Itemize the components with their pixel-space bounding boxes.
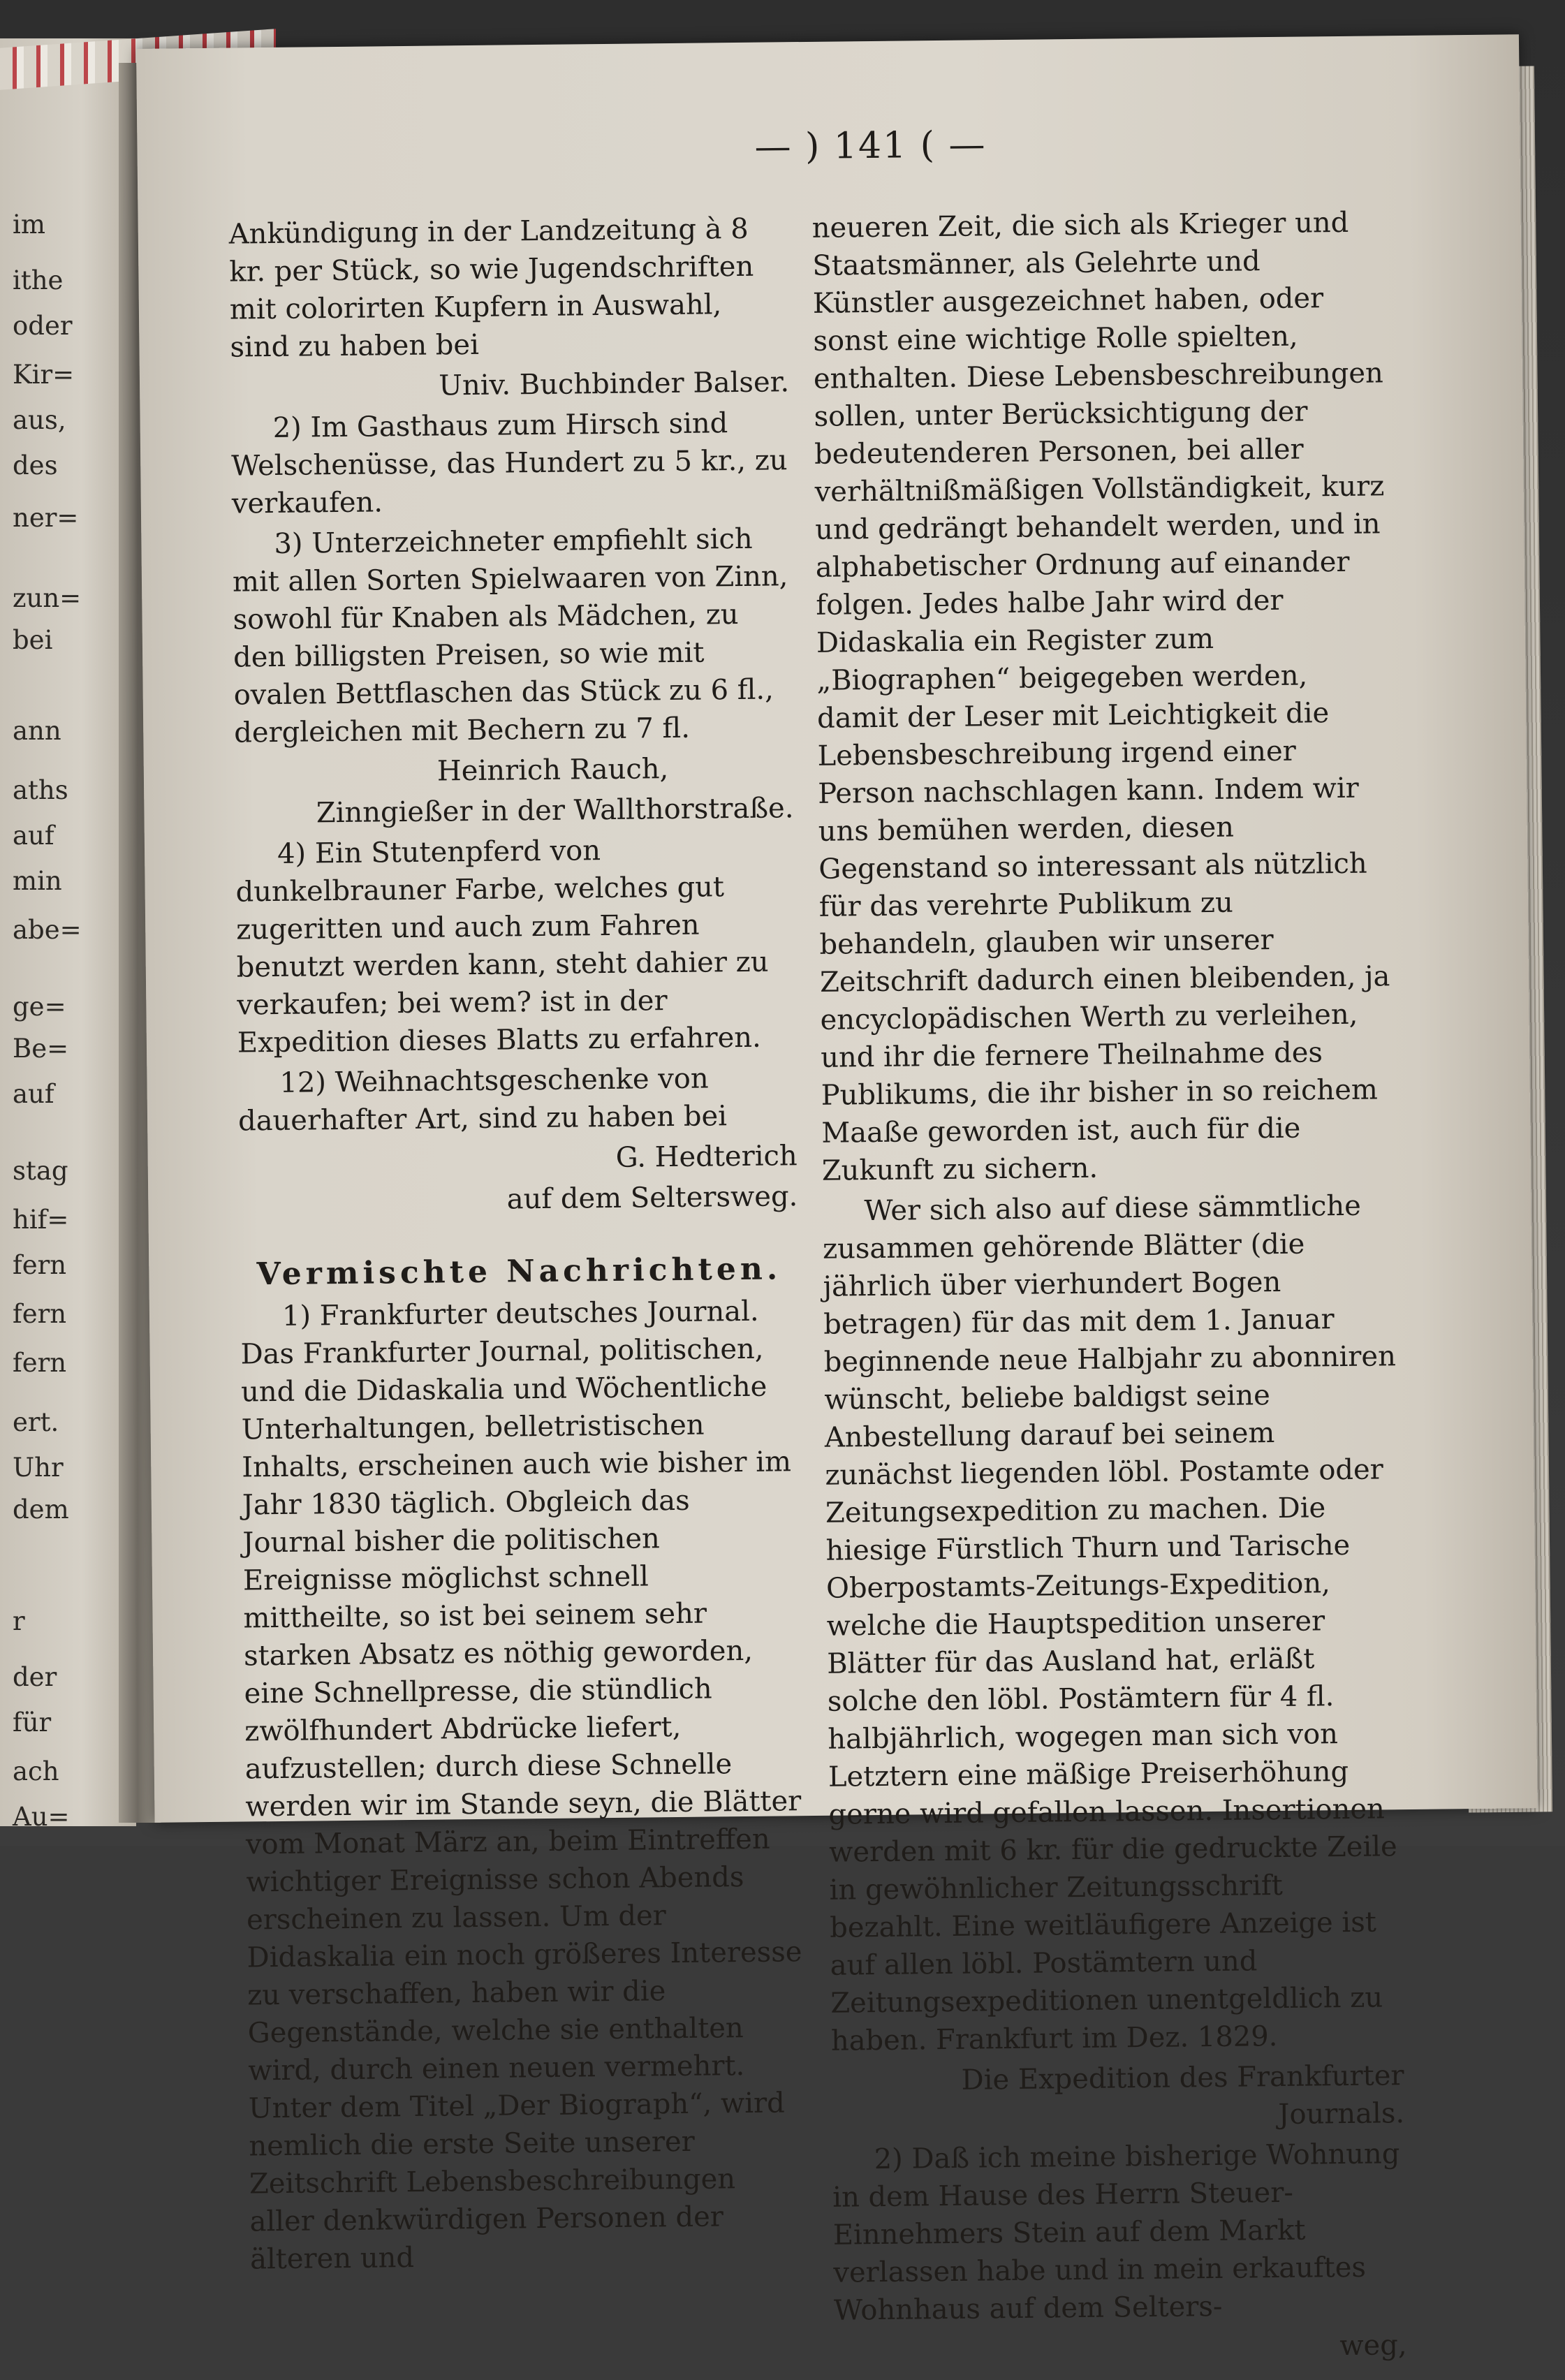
advert-1-signature: Univ. Buchbinder Balser.	[439, 366, 790, 402]
left-page-fragment: auf	[13, 821, 54, 851]
left-page-fragment: Be=	[13, 1034, 69, 1064]
left-page-fragment: ge=	[13, 992, 66, 1022]
left-page-fragment: bei	[13, 625, 53, 655]
news-item-1: 1) Frankfurter deutsches Journal. Das Frankfurter Journal, politischen, und die Didaskalia und Wöchentliche Unterhaltungen, belletristischen Inhalts, erscheinen auch wie bisher im Jahr 1830 täglich. Obgleich das Journal bisher die politischen Ereignisse möglichst schnell mittheilte, so ist bei seinem sehr starken Absatz es nöthig geworden, eine Schnellpresse, die stündlich zwölfhundert Abdrücke liefert, aufzustellen; durch diese Schnelle werden wir im Stande seyn, die Blätter vom Monat März an, beim Eintreffen wichtiger Ereignisse schon Abends erscheinen zu lassen. Um der Didaskalia ein noch größeres Interesse zu verschaffen, haben wir die Gegenstände, welche sie enthalten wird, durch einen neuen vermehrt. Unter dem Titel „Der Biograph“, wird nemlich die erste Seite unserer Zeitschrift Lebensbeschreibungen aller denkwürdigen Personen der älteren und	[240, 1295, 802, 2276]
left-page-fragment: ithe	[13, 265, 64, 295]
advert-12-signature: G. Hedterich	[615, 1140, 798, 1174]
left-page-fragment: hif=	[13, 1205, 69, 1235]
left-page-fragment: für	[13, 1707, 52, 1738]
advert-3-signature-address: Zinngießer in der Wallthorstraße.	[316, 792, 794, 830]
news-item-1-continued: neueren Zeit, die sich als Krieger und Staatsmänner, als Gelehrte und Künstler ausgezeichnet haben, oder sonst eine wichtige Rolle spielten, enthalten. Diese Lebensbeschreibungen sollen, unter Berücksichtigung der bedeutenderen Personen, bei aller verhältnißmäßigen Vollständigkeit, kurz und gedrängt behandelt werden, und in alphabetischer Ordnung auf einander folgen. Jedes halbe Jahr wird der Didaskalia ein Register zum „Biographen“ beigegeben werden, damit der Leser mit Leichtigkeit die Lebensbeschreibung irgend einer Person nachschlagen kann. Indem wir uns bemühen werden, diesen Gegenstand so interessant als nützlich für das verehrte Publikum zu behandeln, glauben wir unserer Zeitschrift dadurch einen bleibenden, ja encyclopädischen Werth zu verleihen, und ihr die fernere Theilnahme des Publikums, die ihr bisher in so reichem Maaße geworden ist, auch für die Zukunft zu sichern.	[811, 206, 1390, 1187]
advert-12-signature-address: auf dem Seltersweg.	[506, 1180, 798, 1216]
news-item-1-signature: Die Expedition des Frankfurter Journals.	[961, 2059, 1405, 2131]
advert-2: 2) Im Gasthaus zum Hirsch sind Welschenüsse, das Hundert zu 5 kr., zu verkaufen.	[231, 407, 788, 520]
section-heading: Vermischte Nachrichten.	[256, 1251, 782, 1293]
left-page-fragment: im	[13, 210, 45, 240]
left-page-fragment: des	[13, 450, 58, 480]
left-page-fragment: Au=	[13, 1802, 70, 1826]
left-page-fragment: r	[13, 1606, 25, 1636]
left-page-fragment: min	[13, 866, 62, 896]
advert-12: 12) Weihnachtsgeschenke von dauerhafter Art, sind zu haben bei	[237, 1062, 728, 1138]
left-page-fragment: aths	[13, 775, 68, 805]
left-page-fragment: der	[13, 1662, 57, 1692]
left-page-fragment: Uhr	[13, 1453, 64, 1483]
news-item-2-end: weg,	[1339, 2329, 1407, 2363]
advert-4: 4) Ein Stutenpferd von dunkelbrauner Farbe, welches gut zugeritten und auch zum Fahren benutzt werden kann, steht dahier zu verkaufen; bei wem? ist in der Expedition dieses Blatts zu erfahren.	[235, 835, 769, 1059]
left-page-fragment: abe=	[13, 915, 82, 945]
left-page-fragment: dem	[13, 1494, 69, 1525]
advert-3: 3) Unterzeichneter empfiehlt sich mit allen Sorten Spielwaaren von Zinn, sowohl für Knaben als Mädchen, zu den billigsten Preisen, so wie mit ovalen Bettflaschen das Stück zu 6 fl., dergleichen mit Bechern zu 7 fl.	[232, 522, 788, 749]
left-page-fragment: fern	[13, 1250, 67, 1280]
page-number: — ) 141 ( —	[754, 124, 987, 168]
advert-1: Ankündigung in der Landzeitung à 8 kr. per Stück, so wie Jugendschriften mit colorirten Kupfern in Auswahl, sind zu haben bei	[228, 212, 754, 364]
column-left	[229, 210, 809, 2281]
news-item-2: 2) Daß ich meine bisherige Wohnung in dem Hause des Herrn Steuer-Einnehmers Stein auf dem Markt verlassen habe und in mein erkauftes Wohnhaus auf dem Selters-	[832, 2138, 1400, 2327]
facing-left-page	[0, 38, 136, 1826]
left-page-fragment: ner=	[13, 503, 79, 533]
left-page-fragment: fern	[13, 1299, 67, 1329]
left-page-fragment: auf	[13, 1079, 54, 1109]
left-page-fragment: aus,	[13, 405, 66, 435]
left-page-fragment: ann	[13, 716, 61, 746]
left-page-fragment: oder	[13, 311, 73, 341]
advert-3-signature: Heinrich Rauch,	[436, 753, 669, 788]
left-page-fragment: fern	[13, 1348, 67, 1378]
right-page	[136, 34, 1537, 2363]
left-page-fragment: ert.	[13, 1407, 59, 1437]
left-page-fragment: stag	[13, 1156, 68, 1186]
left-page-fragment: zun=	[13, 583, 82, 613]
news-item-1-subscription: Wer sich also auf diese sämmtliche zusammen gehörende Blätter (die jährlich über vierhundert Bogen betragen) für das mit dem 1. Januar beginnende neue Halbjahr zu abonniren wünscht, beliebe baldigst seine Anbestellung darauf bei seinem zunächst liegenden löbl. Postamte oder Zeitungsexpedition zu machen. Die hiesige Fürstlich Thurn und Tarische Oberpostamts-Zeitungs-Expedition, welche die Hauptspedition unserer Blätter für das Ausland hat, erläßt solche den löbl. Postämtern für 4 fl. halbjährlich, wogegen man sich von Letztern eine mäßige Preiserhöhung gerne wird gefallen lassen. Insertionen werden mit 6 kr. für die gedruckte Zeile in gewöhnlicher Zeitungsschrift bezahlt. Eine weitläufigere Anzeige ist auf allen löbl. Postämtern und Zeitungsexpeditionen unentgeldlich zu haben. Frankfurt im Dez. 1829.	[822, 1189, 1397, 2057]
left-page-fragment: Kir=	[13, 360, 75, 390]
left-page-fragment: ach	[13, 1756, 59, 1786]
column-right	[811, 203, 1406, 2372]
